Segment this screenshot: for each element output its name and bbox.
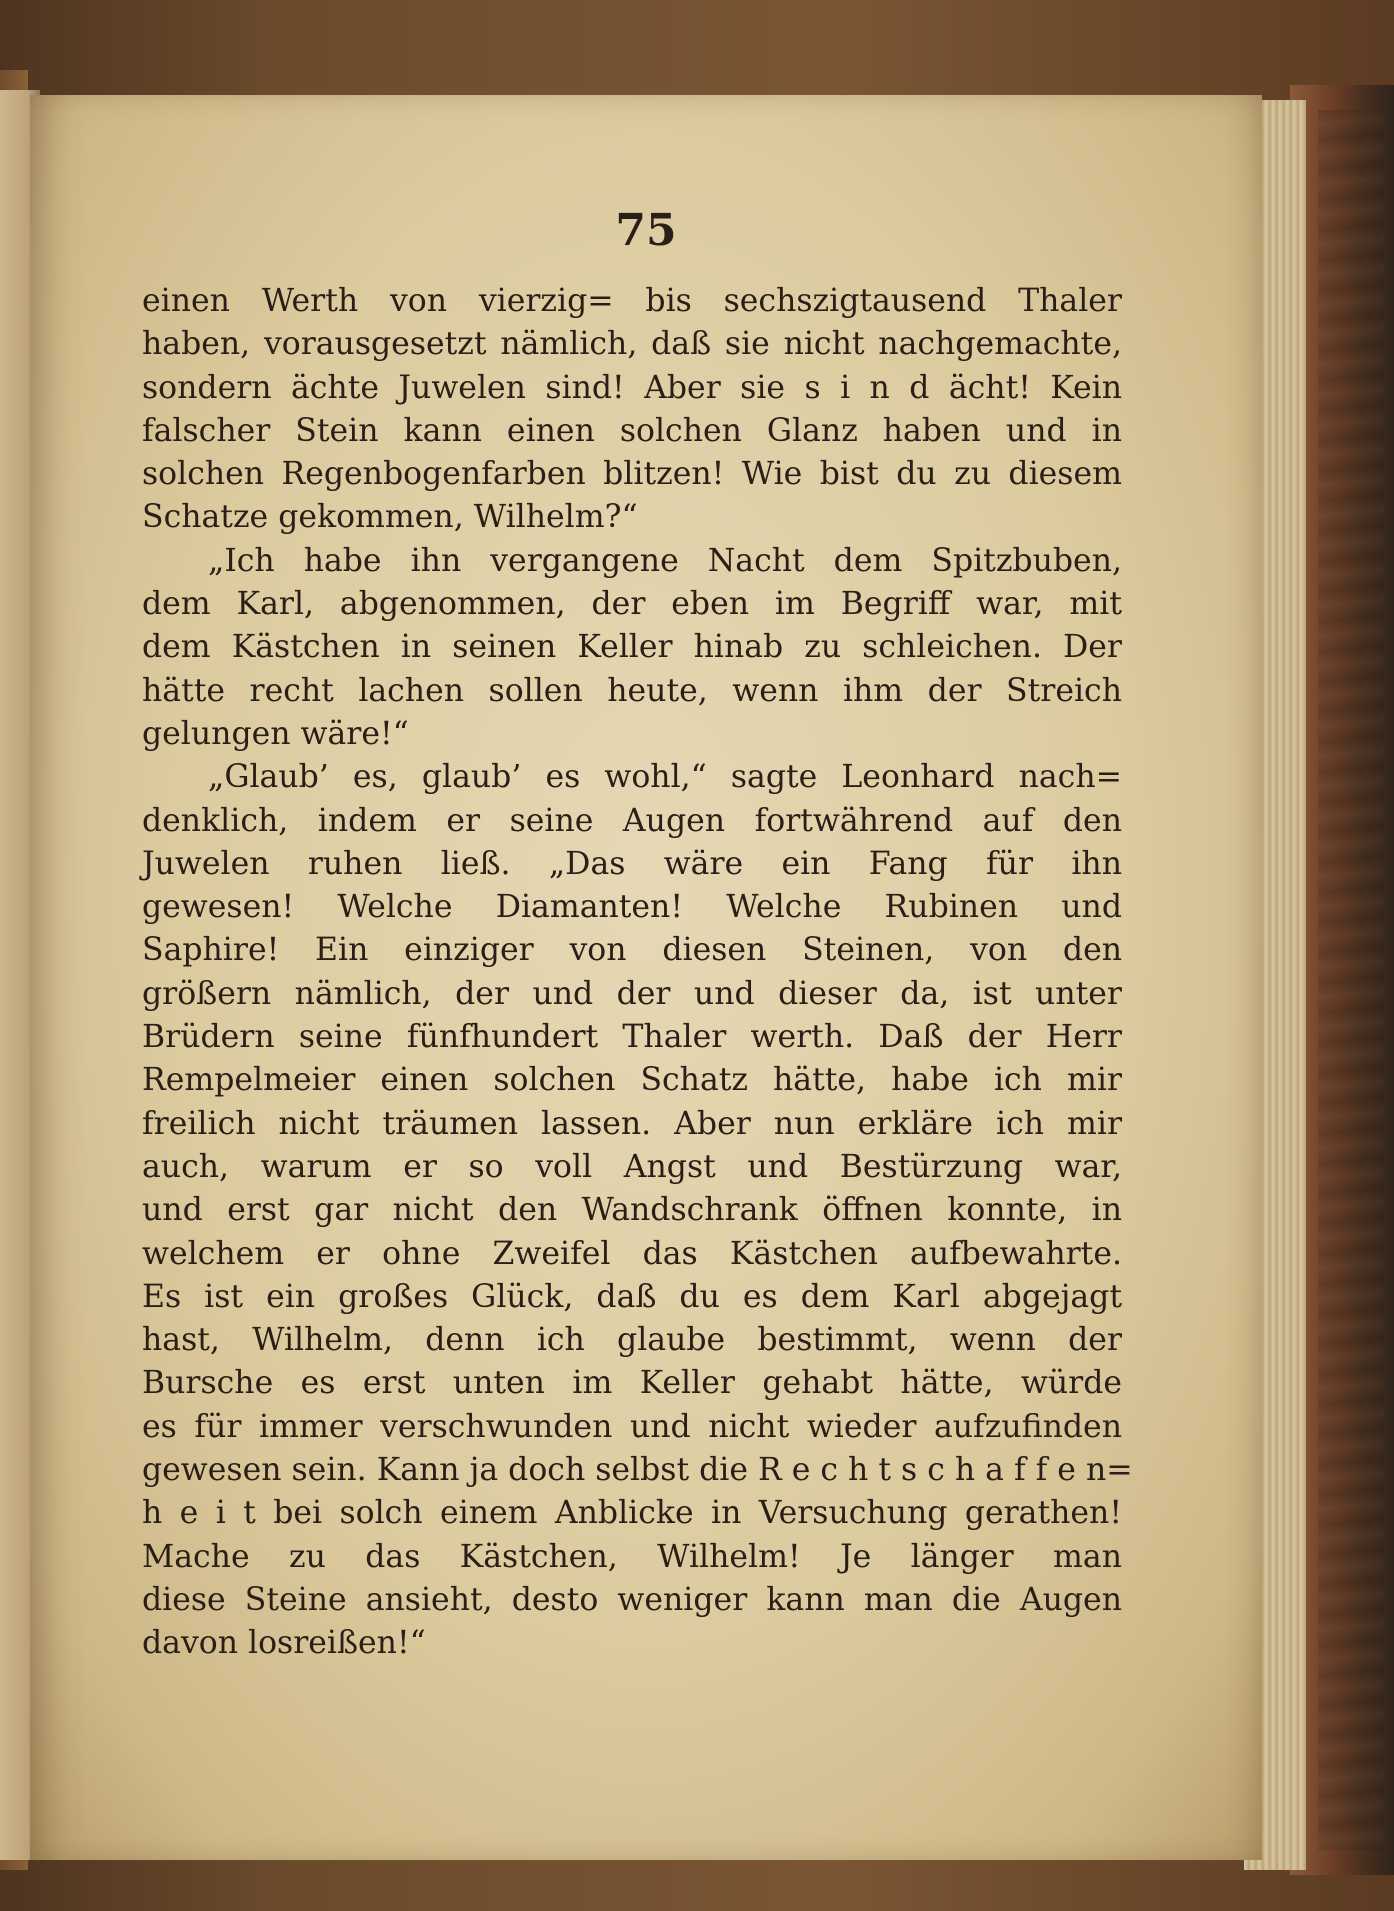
text-line: „Glaub’ es, glaub’ es wohl,“ sagte Leonhard nach=: [208, 759, 1122, 796]
text-line: einen Werth von vierzig= bis sechszigtausend Thaler: [142, 283, 1122, 319]
text-line: Es ist ein großes Glück, daß du es dem Karl abgejagt: [142, 1278, 1122, 1315]
text-line: Schatze gekommen, Wilhelm?“: [142, 499, 638, 536]
text-line: gewesen! Welche Diamanten! Welche Rubinen und: [142, 889, 1122, 926]
text-line: freilich nicht träumen lassen. Aber nun erkläre ich mir: [142, 1105, 1122, 1142]
text-line: hätte recht lachen sollen heute, wenn ihm der Streich: [142, 672, 1122, 709]
text-line: größern nämlich, der und der und dieser da, ist unter: [142, 975, 1122, 1012]
text-line: gelungen wäre!“: [142, 715, 409, 752]
text-line: Mache zu das Kästchen, Wilhelm! Je länger man: [142, 1538, 1122, 1575]
text-line: gewesen sein. Kann ja doch selbst die R e c h t s c h a f f e n=: [142, 1452, 1133, 1489]
page-number: 75: [615, 205, 677, 256]
text-line: Rempelmeier einen solchen Schatz hätte, habe ich mir: [142, 1062, 1122, 1099]
text-line: diese Steine ansieht, desto weniger kann man die Augen: [142, 1581, 1122, 1618]
text-line: davon losreißen!“: [142, 1625, 426, 1662]
body-text: [142, 280, 1133, 1666]
text-line: haben, vorausgesetzt nämlich, daß sie nicht nachgemachte,: [142, 326, 1122, 363]
text-line: denklich, indem er seine Augen fortwährend auf den: [142, 802, 1122, 839]
text-line: und erst gar nicht den Wandschrank öffnen konnte, in: [142, 1192, 1122, 1229]
text-line: hast, Wilhelm, denn ich glaube bestimmt, wenn der: [142, 1322, 1122, 1359]
text-line: h e i t bei solch einem Anblicke in Versuchung gerathen!: [142, 1495, 1122, 1532]
text-line: auch, warum er so voll Angst und Bestürzung war,: [142, 1148, 1122, 1185]
cover-marbling: [1318, 110, 1384, 1850]
text-line: Brüdern seine fünfhundert Thaler werth. Daß der Herr: [142, 1019, 1122, 1056]
text-line: Bursche es erst unten im Keller gehabt hätte, würde: [142, 1365, 1122, 1402]
text-line: „Ich habe ihn vergangene Nacht dem Spitzbuben,: [208, 542, 1122, 579]
book-page: [30, 95, 1262, 1860]
text-line: falscher Stein kann einen solchen Glanz haben und in: [142, 412, 1122, 449]
text-line: Juwelen ruhen ließ. „Das wäre ein Fang für ihn: [142, 845, 1122, 882]
text-line: solchen Regenbogenfarben blitzen! Wie bist du zu diesem: [142, 456, 1122, 493]
text-line: welchem er ohne Zweifel das Kästchen aufbewahrte.: [142, 1235, 1122, 1272]
text-line: dem Kästchen in seinen Keller hinab zu schleichen. Der: [142, 629, 1122, 666]
text-line: Saphire! Ein einziger von diesen Steinen, von den: [142, 932, 1122, 969]
text-line: es für immer verschwunden und nicht wieder aufzufinden: [142, 1408, 1122, 1445]
text-line: dem Karl, abgenommen, der eben im Begriff war, mit: [142, 586, 1122, 623]
text-line: sondern ächte Juwelen sind! Aber sie s i n d ächt! Kein: [142, 369, 1122, 406]
